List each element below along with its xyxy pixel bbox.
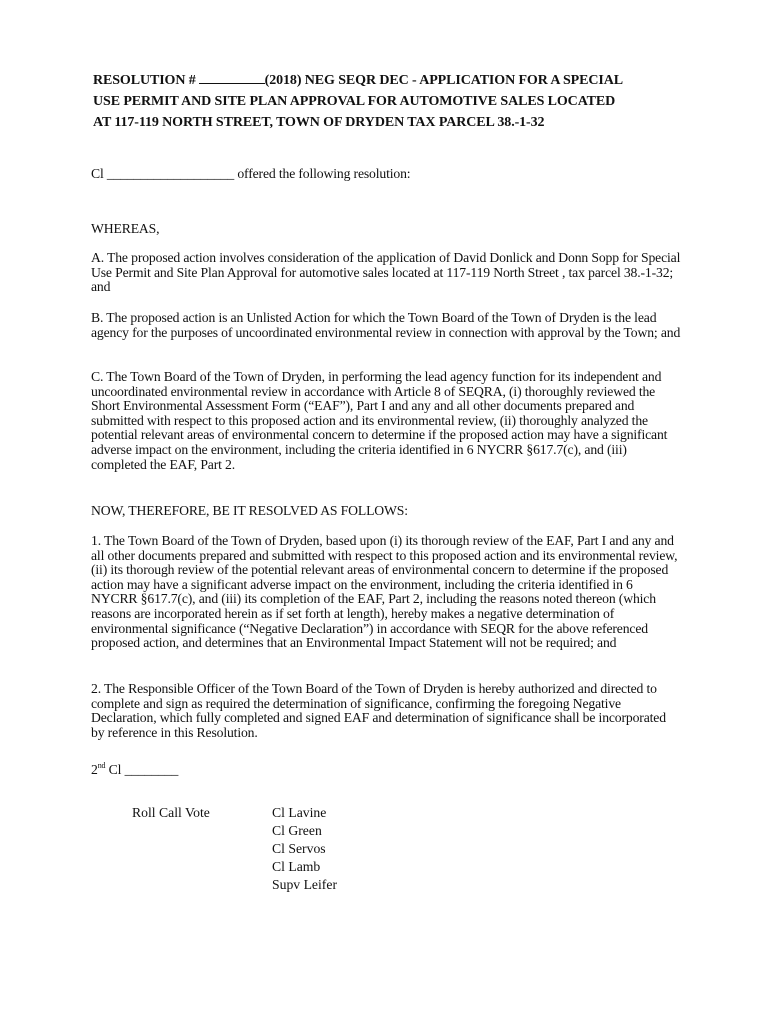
whereas-heading: WHEREAS, (91, 221, 160, 236)
roll-call-member: Cl Lavine (272, 805, 327, 820)
whereas-paragraph-c: C. The Town Board of the Town of Dryden, in performing the lead agency function for its independent and uncoordinated environmental review in accordance with Article 8 of SEQRA, (i) thoroughly reviewed the Short Environmental Assessment Form (“EAF”), Part I and any and all other documents prepared and submitted with respect to this proposed action and its environmental review, (ii) thoroughly analyzed the potential relevant areas of environmental concern to determine if the proposed action may have a significant adverse impact on the environment, including the criteria identified in 6 NYCRR §617.7(c), and (iii) completed the EAF, Part 2. (91, 369, 668, 472)
now-therefore-heading: NOW, THEREFORE, BE IT RESOLVED AS FOLLOWS: (91, 503, 408, 518)
resolution-number-blank (199, 71, 265, 84)
second-cl-blank: Cl ________ (105, 762, 179, 777)
title-line1-rest: (2018) NEG SEQR DEC - APPLICATION FOR A SPECIAL (264, 73, 623, 88)
offered-line: Cl ___________________ offered the following resolution: (91, 166, 411, 181)
resolved-paragraph-2: 2. The Responsible Officer of the Town Board of the Town of Dryden is hereby authorized and directed to complete and sign as required the determination of significance, confirming the foregoing Negative Declaration, which fully completed and signed EAF and determination of significance shall be incorporated by reference in this Resolution. (91, 681, 666, 740)
resolved-paragraph-1: 1. The Town Board of the Town of Dryden, based upon (i) its thorough review of the EAF, Part I and any and all other documents prepared and submitted with respect to this proposed action and its environmental review, (ii) its thorough review of the potential relevant areas of environmental concern to determine if the proposed action may have a significant adverse impact on the environment, including the criteria identified in 6 NYCRR §617.7(c), and (iii) its completion of the EAF, Part 2, including the reasons noted thereon (which reasons are incorporated herein as if set forth at length), hereby makes a negative determination of environmental significance (“Negative Declaration”) in accordance with SEQR for the above referenced proposed action, and determines that an Environmental Impact Statement will not be required; and (91, 533, 678, 651)
second-line (91, 762, 681, 778)
roll-call-member: Cl Lamb (272, 859, 321, 874)
second-number: 2 (91, 762, 98, 777)
roll-call-member: Cl Servos (272, 841, 326, 856)
roll-call-member: Supv Leifer (272, 877, 337, 892)
title-line3: AT 117-119 NORTH STREET, TOWN OF DRYDEN TAX PARCEL 38.-1-32 (93, 115, 545, 130)
roll-call-label: Roll Call Vote (132, 805, 210, 820)
roll-call-list (272, 804, 337, 894)
whereas-paragraph-a: A. The proposed action involves consideration of the application of David Donlick and Donn Sopp for Special Use Permit and Site Plan Approval for automotive sales located at 117-119 North Street , tax parcel 38.-1-32; and (91, 250, 681, 295)
second-suffix: nd (97, 761, 106, 770)
roll-call-member: Cl Green (272, 823, 322, 838)
title-line2: USE PERMIT AND SITE PLAN APPROVAL FOR AUTOMOTIVE SALES LOCATED (93, 94, 616, 109)
resolution-title (93, 70, 693, 133)
whereas-paragraph-b: B. The proposed action is an Unlisted Action for which the Town Board of the Town of Dryden is the lead agency for the purposes of uncoordinated environmental review in connection with approval by the Town; and (91, 310, 681, 340)
title-prefix: RESOLUTION # (93, 73, 196, 88)
